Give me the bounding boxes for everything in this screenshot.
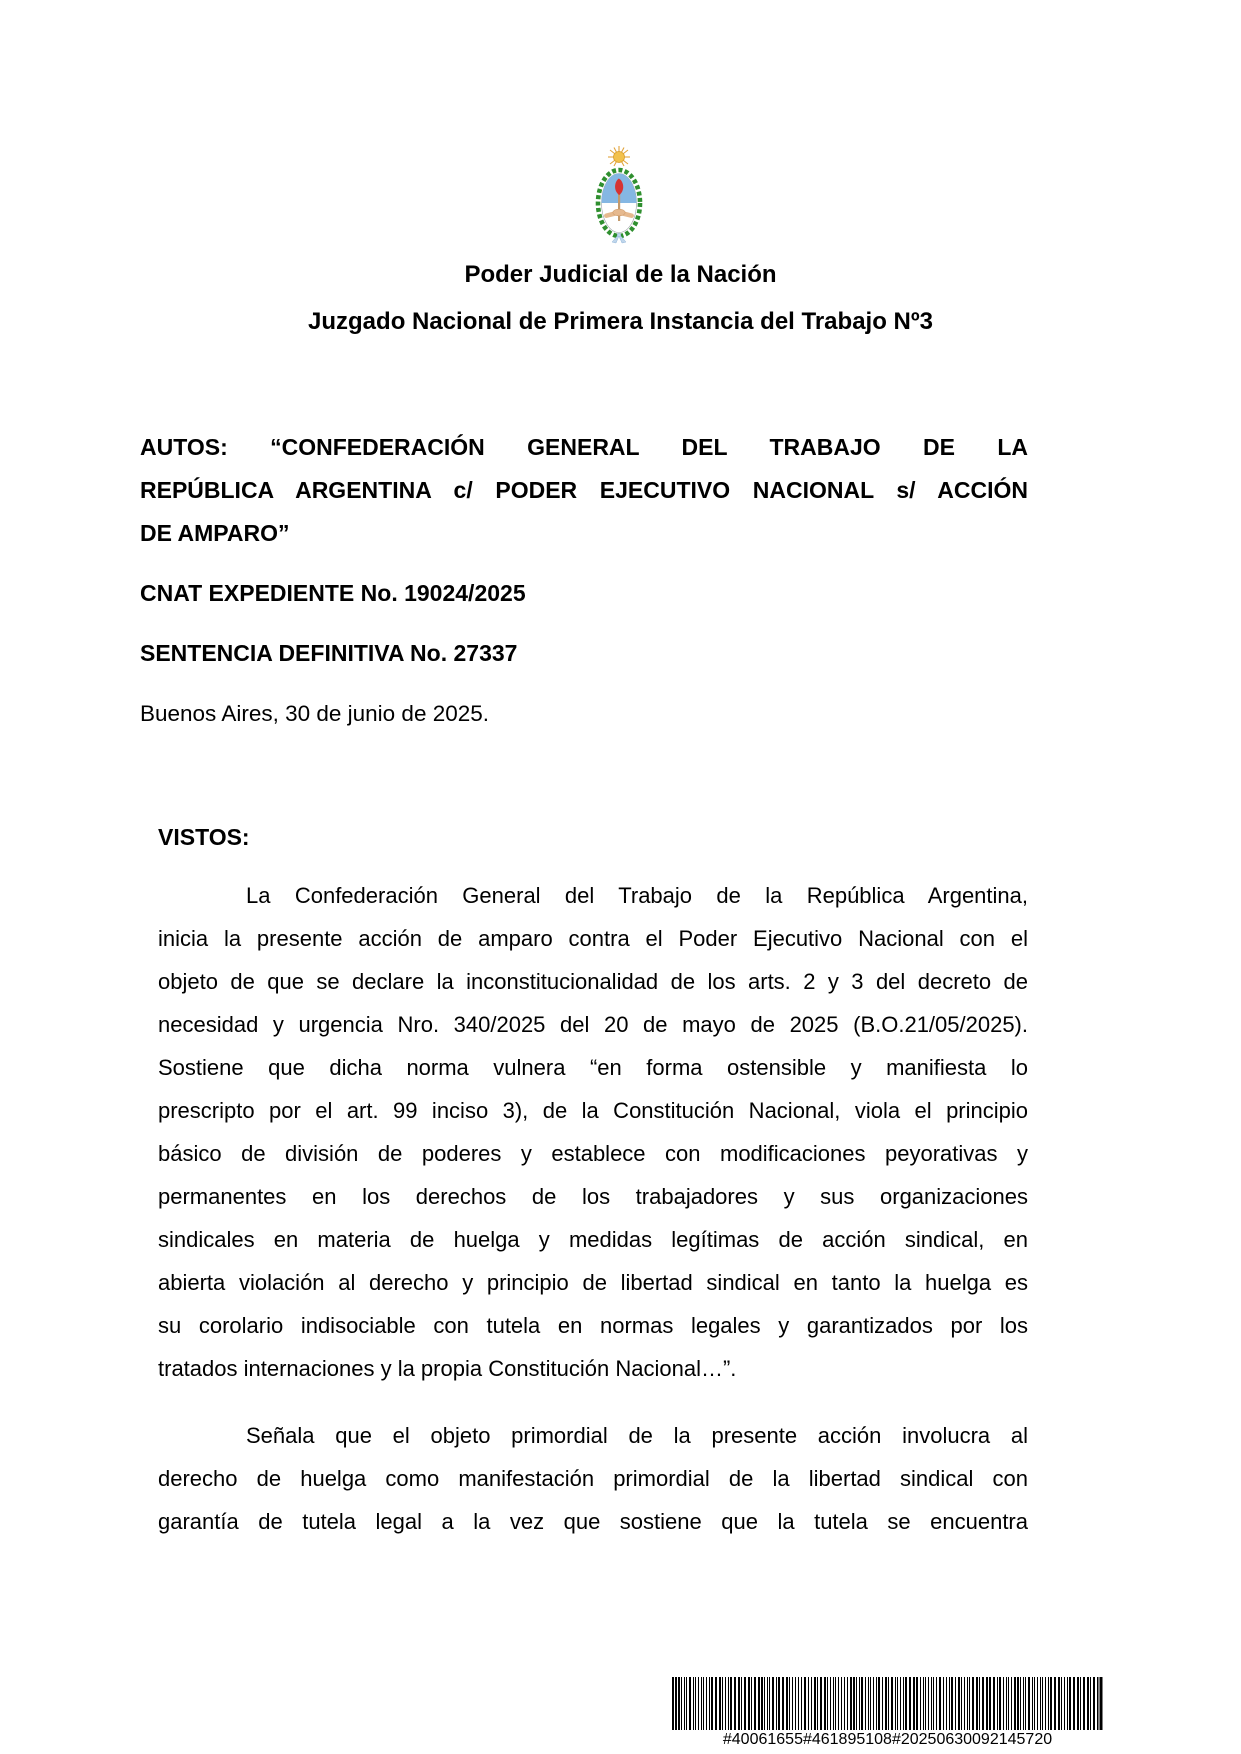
barcode: [672, 1677, 1103, 1749]
court-subtitle: Juzgado Nacional de Primera Instancia del Trabajo Nº3: [308, 308, 933, 335]
text-line: derecho de huelga como manifestación primordial de la libertad sindical con: [158, 1466, 1028, 1491]
text-line: garantía de tutela legal a la vez que sostiene que la tutela se encuentra: [158, 1509, 1028, 1534]
barcode-label: #40061655#461895108#20250630092145720: [722, 1731, 1053, 1748]
text-line: sindicales en materia de huelga y medidas legítimas de acción sindical, en: [158, 1227, 1028, 1252]
text-line: REPÚBLICA ARGENTINA c/ PODER EJECUTIVO NACIONAL s/ ACCIÓN: [140, 477, 1028, 503]
text-line: AUTOS: “CONFEDERACIÓN GENERAL DEL TRABAJO DE LA: [140, 434, 1028, 460]
section-heading-vistos: VISTOS:: [158, 824, 250, 850]
text-line: Sostiene que dicha norma vulnera “en forma ostensible y manifiesta lo: [158, 1055, 1028, 1080]
text-line: abierta violación al derecho y principio de libertad sindical en tanto la huelga es: [158, 1270, 1028, 1295]
text-line: tratados internaciones y la propia Constitución Nacional…”.: [158, 1356, 737, 1381]
argentina-coat-of-arms-icon: [586, 146, 652, 246]
text-line: Señala que el objeto primordial de la presente acción involucra al: [246, 1423, 1028, 1448]
text-line: DE AMPARO”: [140, 520, 290, 546]
text-line: necesidad y urgencia Nro. 340/2025 del 20 de mayo de 2025 (B.O.21/05/2025).: [158, 1012, 1028, 1037]
barcode-bars: [672, 1677, 1103, 1730]
text-line: su corolario indisociable con tutela en normas legales y garantizados por los: [158, 1313, 1028, 1338]
text-line: básico de división de poderes y establece con modificaciones peyorativas y: [158, 1141, 1028, 1166]
date-place-line: Buenos Aires, 30 de junio de 2025.: [140, 701, 490, 726]
case-caption: [140, 426, 1028, 555]
sentencia-number: SENTENCIA DEFINITIVA No. 27337: [140, 640, 518, 666]
text-line: inicia la presente acción de amparo contra el Poder Ejecutivo Nacional con el: [158, 926, 1028, 951]
paragraph-2: [158, 1414, 1028, 1543]
paragraph-1: [158, 874, 1028, 1390]
text-line: objeto de que se declare la inconstitucionalidad de los arts. 2 y 3 del decreto de: [158, 969, 1028, 994]
sun-icon: [614, 152, 625, 163]
text-line: prescripto por el art. 99 inciso 3), de la Constitución Nacional, viola el principio: [158, 1098, 1028, 1123]
text-line: La Confederación General del Trabajo de la República Argentina,: [246, 883, 1028, 908]
expediente-number: CNAT EXPEDIENTE No. 19024/2025: [140, 580, 526, 606]
text-line: permanentes en los derechos de los trabajadores y sus organizaciones: [158, 1184, 1028, 1209]
page-title: Poder Judicial de la Nación: [464, 261, 777, 288]
